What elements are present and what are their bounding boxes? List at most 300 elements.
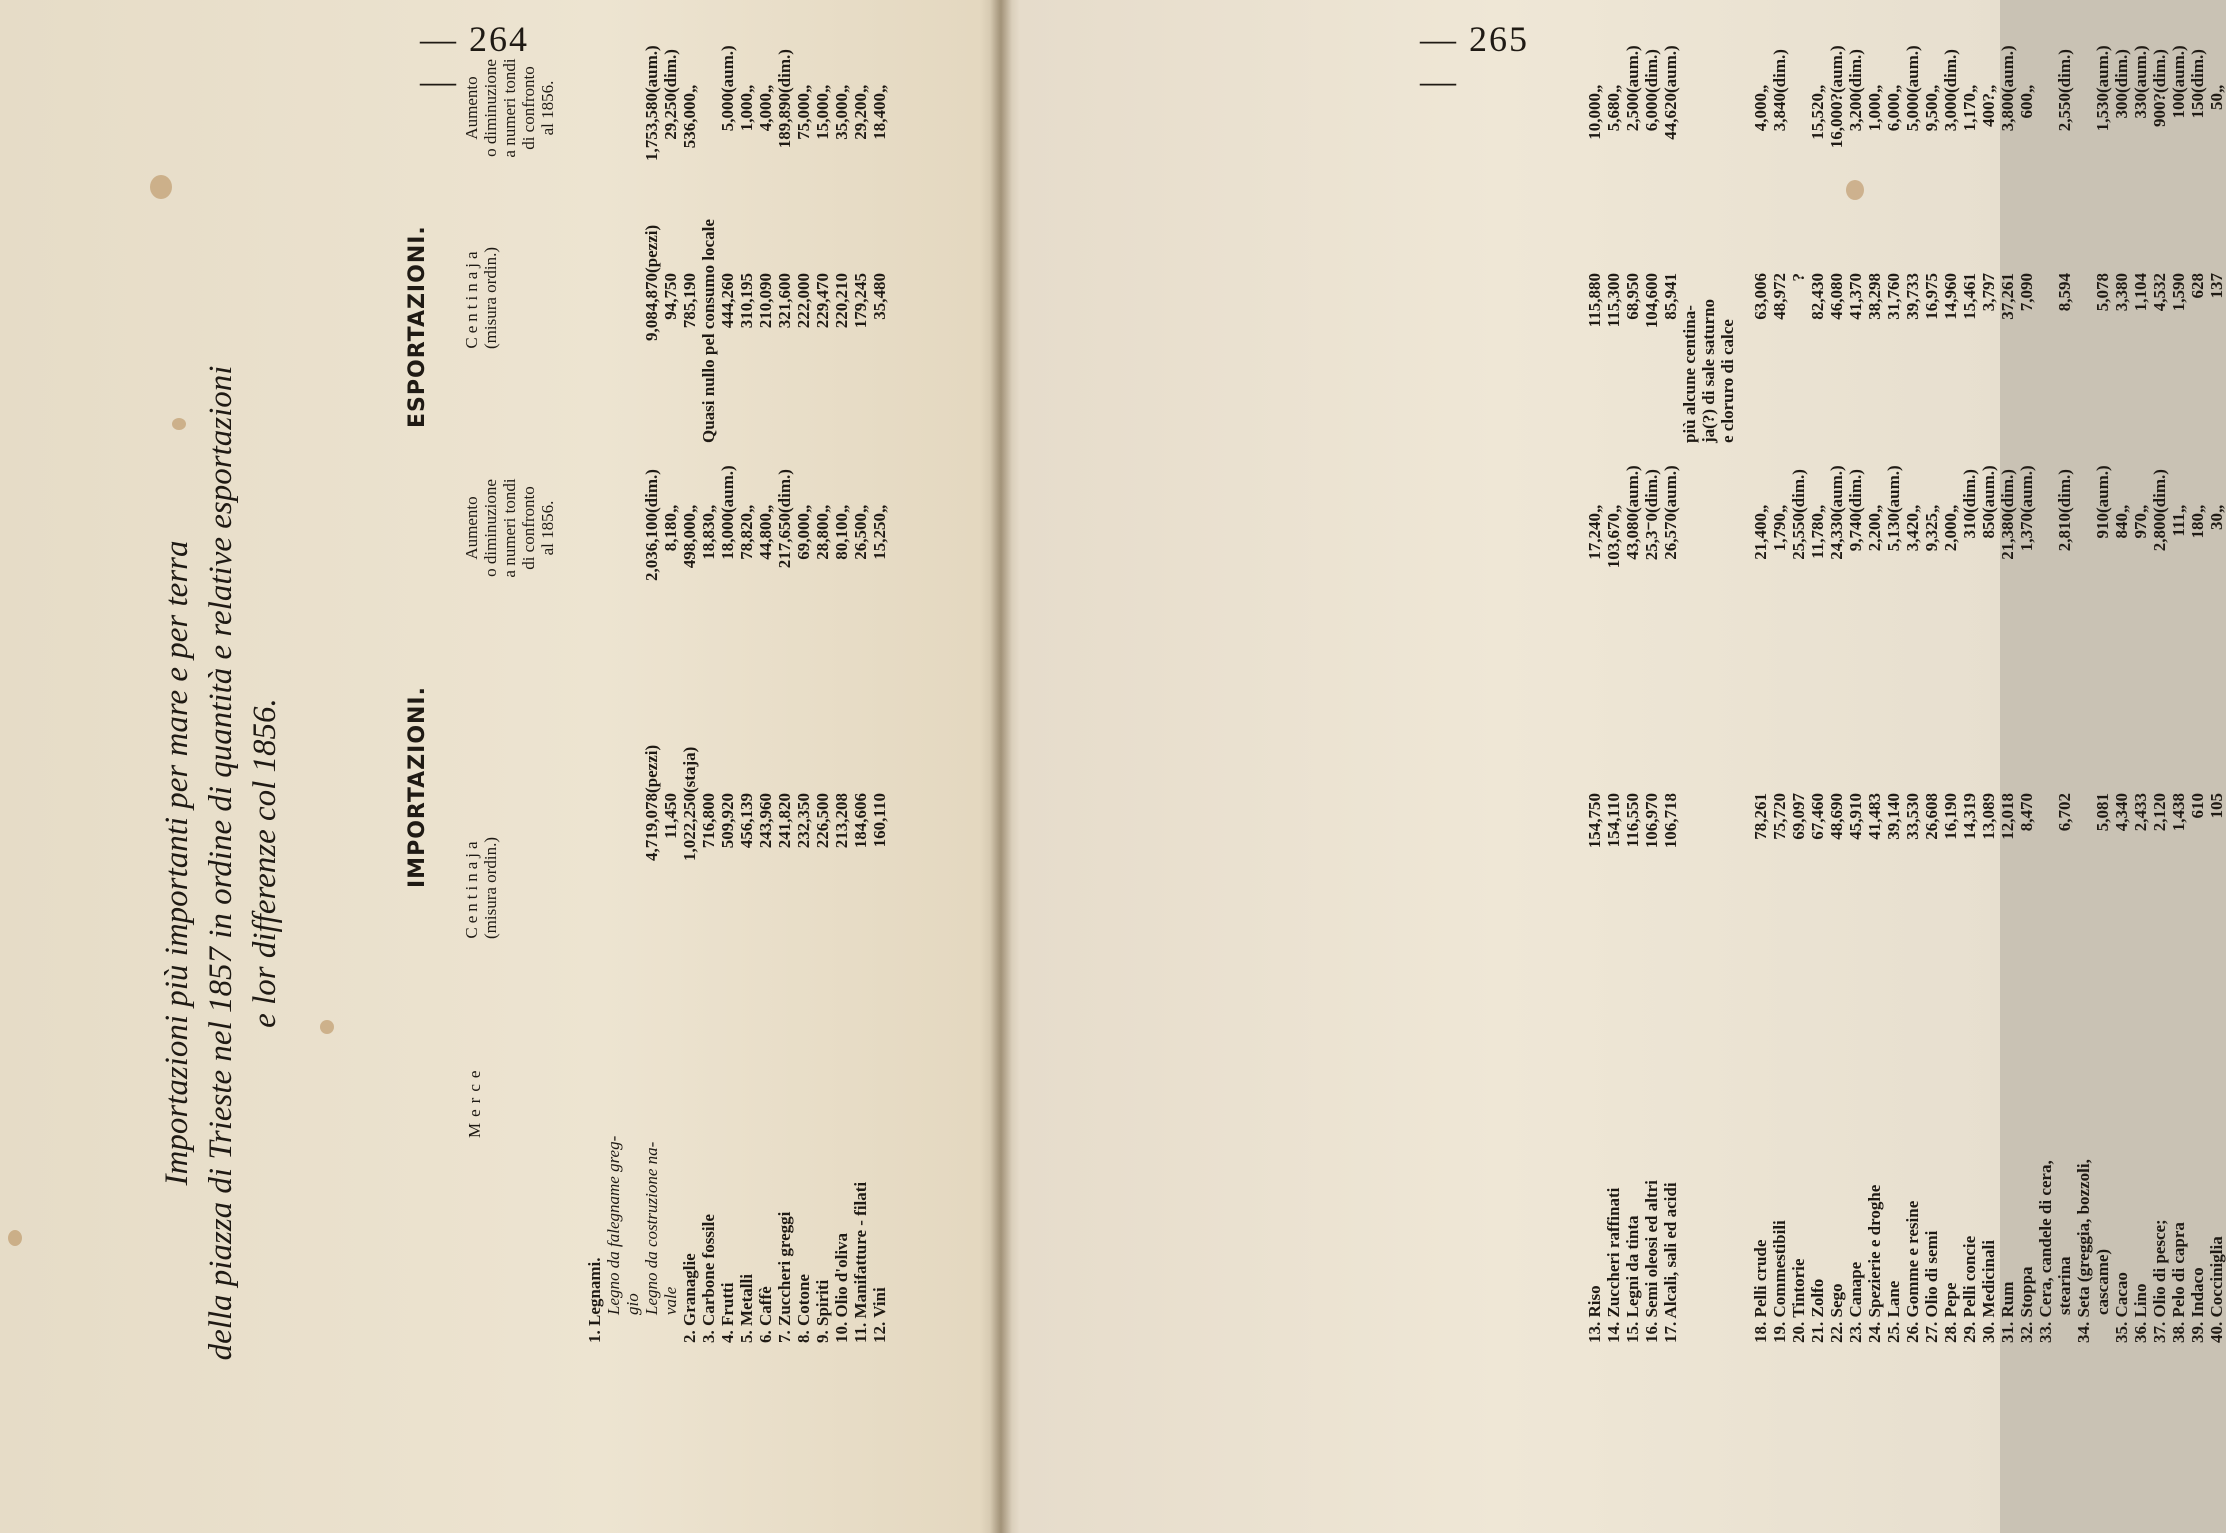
- export-difference: 330: [2131, 93, 2150, 119]
- export-difference: 50: [2207, 93, 2226, 110]
- import-quantity: 8,470: [2017, 793, 2036, 832]
- table-row: [585, 13, 604, 1343]
- commodity-name: cascame): [2093, 1248, 2112, 1315]
- import-quantity: [1699, 793, 1718, 973]
- export-difference-flag: [623, 13, 642, 93]
- export-unit: [1642, 193, 1661, 273]
- import-quantity: 154,110: [1604, 793, 1623, 848]
- import-difference: 15,250: [870, 513, 889, 560]
- export-unit: [1884, 193, 1903, 273]
- export-difference: 18,400: [870, 93, 889, 140]
- commodity-name: 26. Gomme e resine: [1903, 1200, 1922, 1343]
- commodity-name: 21. Zolfo: [1808, 1278, 1827, 1343]
- import-quantity: 69,097: [1789, 793, 1808, 840]
- export-difference: 150: [2188, 93, 2207, 119]
- import-quantity: 16,190: [1941, 793, 1960, 840]
- export-difference-flag: „: [1604, 84, 1623, 93]
- import-unit: [1979, 703, 1998, 793]
- commodity-name: [642, 973, 661, 1343]
- export-unit: [2055, 193, 2074, 273]
- export-difference: 1,000: [737, 93, 756, 132]
- commodity-name: 7. Zuccheri greggi: [775, 1211, 794, 1343]
- export-difference-flag: „: [1585, 84, 1604, 93]
- table-row: [1789, 13, 1808, 1343]
- export-difference: 2,500: [1623, 93, 1642, 132]
- export-unit: [1808, 193, 1827, 273]
- import-difference: 910: [2093, 513, 2112, 539]
- export-quantity: 1,104: [2131, 273, 2150, 312]
- export-difference: 15,520: [1808, 93, 1827, 140]
- export-unit: [1998, 193, 2017, 273]
- export-unit: [1623, 193, 1642, 273]
- import-difference: 78,820: [737, 513, 756, 560]
- import-quantity: 78,261: [1751, 793, 1770, 840]
- import-quantity: 106,970: [1642, 793, 1661, 849]
- export-quantity: 220,210: [832, 273, 851, 329]
- export-difference-flag: (dim.): [775, 49, 794, 93]
- import-difference-flag: (dim.): [1642, 469, 1661, 513]
- import-unit: [1604, 703, 1623, 793]
- column-header-export-aumento: [462, 13, 557, 203]
- export-quantity: 137: [2207, 273, 2226, 299]
- import-difference: 2,800: [2150, 513, 2169, 552]
- import-difference-flag: „: [1903, 504, 1922, 513]
- import-difference: 21,380: [1998, 513, 2017, 560]
- italic-subitem: Legno da costruzione na-: [642, 1141, 661, 1315]
- table-row: [2169, 13, 2188, 1343]
- import-difference-flag: „: [699, 504, 718, 513]
- export-unit: [680, 193, 699, 273]
- import-quantity: 4,719,078: [642, 793, 661, 861]
- export-difference: 1,530: [2093, 93, 2112, 132]
- import-unit: [1808, 703, 1827, 793]
- export-difference-flag: (dim.): [2188, 49, 2207, 93]
- import-difference-flag: „: [1770, 504, 1789, 513]
- import-difference: 840: [2112, 513, 2131, 539]
- import-quantity: 41,483: [1865, 793, 1884, 840]
- import-difference: [1699, 513, 1718, 703]
- import-difference: 2,000: [1941, 513, 1960, 552]
- import-difference-flag: [2036, 443, 2055, 513]
- table-row: [1642, 13, 1661, 1343]
- export-difference-flag: „: [1865, 84, 1884, 93]
- section-importazioni: IMPORTAZIONI.: [405, 686, 430, 888]
- export-quantity: [585, 273, 604, 443]
- import-unit: [1827, 703, 1846, 793]
- import-difference: 30: [2207, 513, 2226, 530]
- export-difference-flag: „: [1751, 84, 1770, 93]
- import-difference: 1,790: [1770, 513, 1789, 552]
- import-difference-flag: „: [2131, 504, 2150, 513]
- import-difference-flag: „: [680, 504, 699, 513]
- import-difference: [585, 513, 604, 703]
- table-row: [1623, 13, 1642, 1343]
- import-difference: 17,240: [1585, 513, 1604, 560]
- export-difference: 29,200: [851, 93, 870, 140]
- import-unit: [2036, 703, 2055, 793]
- header-line: al 1856.: [538, 500, 557, 556]
- export-unit: [2188, 193, 2207, 273]
- table-row: [2017, 13, 2036, 1343]
- commodity-name: 35. Cacao: [2112, 1272, 2131, 1343]
- import-difference: [2074, 513, 2093, 703]
- commodity-name: 1. Legnami.: [585, 1257, 604, 1343]
- import-difference-flag: „: [661, 504, 680, 513]
- export-quantity: 444,260: [718, 273, 737, 329]
- import-unit: [1623, 703, 1642, 793]
- import-difference-flag: (aum.): [1661, 465, 1680, 513]
- table-row: [2188, 13, 2207, 1343]
- import-unit: [756, 703, 775, 793]
- import-quantity: 5,081: [2093, 793, 2112, 832]
- import-quantity: [623, 793, 642, 973]
- column-header-merce: Merce: [465, 1064, 484, 1138]
- export-difference: 600: [2017, 93, 2036, 119]
- import-quantity: 226,500: [813, 793, 832, 849]
- export-difference-flag: (dim.): [2055, 49, 2074, 93]
- column-header-export-centinaja: [462, 198, 500, 398]
- export-unit: [832, 193, 851, 273]
- import-unit: [718, 703, 737, 793]
- import-unit: [2207, 703, 2226, 793]
- export-difference-flag: [2036, 13, 2055, 93]
- table-row: [1960, 13, 1979, 1343]
- export-quantity: 46,080: [1827, 273, 1846, 320]
- commodity-name: 29. Pelli concie: [1960, 1235, 1979, 1343]
- import-difference-flag: „: [1808, 504, 1827, 513]
- export-note: e cloruro di calce: [1718, 319, 1737, 443]
- commodity-name: 10. Olio d'oliva: [832, 1232, 851, 1343]
- export-quantity: 9,084,870: [642, 273, 661, 341]
- export-difference-flag: (aum.): [1903, 45, 1922, 93]
- table-row: [1846, 13, 1865, 1343]
- import-unit: [1642, 703, 1661, 793]
- import-difference-flag: (aum.): [718, 465, 737, 513]
- import-difference-flag: „: [870, 504, 889, 513]
- import-difference: 5,130: [1884, 513, 1903, 552]
- import-difference-flag: (dim.): [1960, 469, 1979, 513]
- export-quantity: [2036, 273, 2055, 443]
- import-unit: [699, 703, 718, 793]
- export-quantity: 14,960: [1941, 273, 1960, 320]
- export-unit: [1789, 193, 1808, 273]
- import-difference: 3,420: [1903, 513, 1922, 552]
- commodity-name: [623, 973, 642, 1343]
- export-difference: 6,000: [1884, 93, 1903, 132]
- italic-subitem: gio: [623, 1293, 642, 1315]
- page-number: — 264 —: [420, 19, 529, 101]
- export-difference-flag: „: [737, 84, 756, 93]
- import-quantity: [1718, 793, 1737, 973]
- export-difference-flag: (aum.): [642, 45, 661, 93]
- header-line: a numeri tondi: [500, 478, 519, 578]
- import-unit: [585, 703, 604, 793]
- import-unit: [794, 703, 813, 793]
- export-unit: [1585, 193, 1604, 273]
- import-difference-flag: „: [1585, 504, 1604, 513]
- import-difference-flag: „: [1604, 504, 1623, 513]
- export-difference-flag: „: [1808, 84, 1827, 93]
- import-difference: 21,400: [1751, 513, 1770, 560]
- import-difference-flag: „: [832, 504, 851, 513]
- commodity-name: [1699, 973, 1718, 1343]
- table-row: [2150, 13, 2169, 1343]
- import-difference-flag: „: [2169, 504, 2188, 513]
- export-unit: [661, 193, 680, 273]
- export-quantity: [604, 273, 623, 443]
- export-quantity: 310,195: [737, 273, 756, 329]
- export-difference-flag: (dim.): [1846, 49, 1865, 93]
- table-row: [775, 13, 794, 1343]
- export-difference-flag: [604, 13, 623, 93]
- export-unit: [623, 193, 642, 273]
- export-unit: [1827, 193, 1846, 273]
- import-quantity: 39,140: [1884, 793, 1903, 840]
- export-difference: 1,170: [1960, 93, 1979, 132]
- table-row: [1808, 13, 1827, 1343]
- import-difference-flag: „: [813, 504, 832, 513]
- export-note: Quasi nullo pel consumo locale: [699, 219, 718, 443]
- commodity-name: 30. Medicinali: [1979, 1240, 1998, 1343]
- import-difference: 180: [2188, 513, 2207, 539]
- commodity-name: 33. Cera, candele di cera,: [2036, 1160, 2055, 1343]
- import-quantity: 2,433: [2131, 793, 2150, 832]
- import-difference-flag: (dim.): [775, 469, 794, 513]
- import-quantity: 45,910: [1846, 793, 1865, 840]
- export-difference: 6,000: [1642, 93, 1661, 132]
- commodity-name: [661, 973, 680, 1343]
- import-difference-flag: [623, 443, 642, 513]
- export-difference-flag: (aum.): [1623, 45, 1642, 93]
- commodity-name: 4. Frutti: [718, 1282, 737, 1343]
- import-difference: 2,036,100: [642, 513, 661, 581]
- import-difference-flag: [604, 443, 623, 513]
- import-difference-flag: (dim.): [1789, 469, 1808, 513]
- export-quantity: 179,245: [851, 273, 870, 329]
- header-line: Aumento: [462, 496, 481, 560]
- column-header-import-aumento: [462, 428, 557, 628]
- import-unit: [2188, 703, 2207, 793]
- export-unit: [813, 193, 832, 273]
- import-difference: 8,180: [661, 513, 680, 552]
- import-quantity: 13,089: [1979, 793, 1998, 840]
- export-unit: [2150, 193, 2169, 273]
- table-row: [680, 13, 699, 1343]
- export-unit: [2112, 193, 2131, 273]
- export-difference-flag: (dim.): [1642, 49, 1661, 93]
- import-difference: [1680, 513, 1699, 703]
- export-unit: [1846, 193, 1865, 273]
- import-difference: 11,780: [1808, 513, 1827, 559]
- import-difference-flag: [2074, 443, 2093, 513]
- import-quantity: 1,438: [2169, 793, 2188, 832]
- import-unit: [832, 703, 851, 793]
- commodity-name: 13. Riso: [1585, 1285, 1604, 1343]
- header-misura: (misura ordin.): [481, 247, 500, 349]
- import-difference: 1,370: [2017, 513, 2036, 552]
- import-unit: [2017, 703, 2036, 793]
- export-quantity: ?: [1789, 273, 1808, 282]
- table-row: [623, 13, 642, 1343]
- import-unit: [2074, 703, 2093, 793]
- import-difference-flag: (aum.): [1827, 465, 1846, 513]
- import-quantity: [2036, 793, 2055, 973]
- export-unit: [604, 193, 623, 273]
- import-unit: [604, 703, 623, 793]
- export-difference-flag: [585, 13, 604, 93]
- import-difference: 28,800: [813, 513, 832, 560]
- export-quantity: 104,600: [1642, 273, 1661, 329]
- commodity-name: 28. Pepe: [1941, 1282, 1960, 1343]
- italic-subitem: Legno da falegname greg-: [604, 1135, 623, 1315]
- import-unit: [2093, 703, 2112, 793]
- import-unit: [2131, 703, 2150, 793]
- export-difference: 100: [2169, 93, 2188, 119]
- import-unit: [851, 703, 870, 793]
- export-unit: [1751, 193, 1770, 273]
- commodity-name: 32. Stoppa: [2017, 1266, 2036, 1343]
- commodity-name: 24. Spezierie e droghe: [1865, 1184, 1884, 1343]
- import-difference-flag: (dim.): [1846, 469, 1865, 513]
- table-row: [2074, 13, 2093, 1343]
- import-difference: 2,200: [1865, 513, 1884, 552]
- export-difference: 16,000?: [1827, 93, 1846, 149]
- table-row: [1718, 13, 1737, 1343]
- import-difference-flag: „: [1865, 504, 1884, 513]
- import-unit: [1789, 703, 1808, 793]
- export-difference-flag: (dim.): [661, 49, 680, 93]
- import-unit: [2055, 703, 2074, 793]
- commodity-name: [1680, 973, 1699, 1343]
- export-quantity: 68,950: [1623, 273, 1642, 320]
- row-gap: [1737, 13, 1751, 1343]
- export-difference-flag: (aum.): [1998, 45, 2017, 93]
- table-row: [1770, 13, 1789, 1343]
- import-difference: 26,570: [1661, 513, 1680, 560]
- import-quantity: 160,110: [870, 793, 889, 848]
- import-difference-flag: [1680, 443, 1699, 513]
- import-unit: [870, 703, 889, 793]
- import-difference: 25,3⁻0: [1642, 513, 1661, 561]
- table-row: [2112, 13, 2131, 1343]
- table-row: [1979, 13, 1998, 1343]
- table-row: [1903, 13, 1922, 1343]
- import-unit: (pezzi): [642, 744, 661, 793]
- import-difference-flag: (dim.): [1998, 469, 2017, 513]
- import-unit: [2169, 703, 2188, 793]
- import-quantity: 75,720: [1770, 793, 1789, 840]
- export-unit: [2093, 193, 2112, 273]
- import-difference: 217,650: [775, 513, 794, 569]
- commodity-name: 40. Cocciniglia: [2207, 1236, 2226, 1343]
- table-row: [642, 13, 661, 1343]
- commodity-name: [1718, 973, 1737, 1343]
- export-quantity: 82,430: [1808, 273, 1827, 320]
- export-difference-flag: (aum.): [2169, 45, 2188, 93]
- import-difference: 26,500: [851, 513, 870, 560]
- table-row: [851, 13, 870, 1343]
- import-difference-flag: (dim.): [2055, 469, 2074, 513]
- import-difference-flag: (aum.): [1979, 465, 1998, 513]
- import-unit: [1718, 703, 1737, 793]
- commodity-name: 20. Tintorie: [1789, 1258, 1808, 1343]
- export-difference: 1,000: [1865, 93, 1884, 132]
- export-difference: [1789, 93, 1808, 193]
- import-quantity: 14,319: [1960, 793, 1979, 840]
- export-difference: [2036, 93, 2055, 193]
- export-unit: [1661, 193, 1680, 273]
- table-row: [1865, 13, 1884, 1343]
- export-difference-flag: (dim.): [2150, 49, 2169, 93]
- import-quantity: [604, 793, 623, 973]
- import-unit: [1865, 703, 1884, 793]
- export-difference: 4,000: [1751, 93, 1770, 132]
- export-unit: [851, 193, 870, 273]
- export-difference: 1,753,580: [642, 93, 661, 161]
- table-row: [2055, 13, 2074, 1343]
- import-quantity: 241,820: [775, 793, 794, 849]
- export-quantity: 31,760: [1884, 273, 1903, 320]
- export-difference-flag: „: [813, 84, 832, 93]
- table-row: [1998, 13, 2017, 1343]
- export-quantity: 115,880: [1585, 273, 1604, 328]
- export-difference-flag: (aum.): [2093, 45, 2112, 93]
- import-unit: [775, 703, 794, 793]
- table-row: [756, 13, 775, 1343]
- export-difference: 4,000: [756, 93, 775, 132]
- export-difference-flag: „: [870, 84, 889, 93]
- commodity-name: 31. Rum: [1998, 1281, 2017, 1343]
- export-unit: [1865, 193, 1884, 273]
- export-unit: [2131, 193, 2150, 273]
- export-quantity: 35,480: [870, 273, 889, 320]
- header-line: al 1856.: [538, 80, 557, 136]
- export-quantity: 48,972: [1770, 273, 1789, 320]
- export-unit: [756, 193, 775, 273]
- import-difference-flag: „: [737, 504, 756, 513]
- table-row: [1680, 13, 1699, 1343]
- import-quantity: 105: [2207, 793, 2226, 819]
- import-difference-flag: (aum.): [2017, 465, 2036, 513]
- export-difference: 189,890: [775, 93, 794, 149]
- import-difference: 25,550: [1789, 513, 1808, 560]
- export-note: più alcune centina-: [1680, 305, 1699, 443]
- import-difference: 80,100: [832, 513, 851, 560]
- import-quantity: 1,022,250: [680, 793, 699, 861]
- import-quantity: 213,208: [832, 793, 851, 849]
- import-difference-flag: „: [1941, 504, 1960, 513]
- import-quantity: 716,800: [699, 793, 718, 849]
- import-difference: [2036, 513, 2055, 703]
- commodity-name: 15. Legni da tinta: [1623, 1215, 1642, 1343]
- table-row: [813, 13, 832, 1343]
- export-difference-flag: (dim.): [2112, 49, 2131, 93]
- export-difference: 9,500: [1922, 93, 1941, 132]
- commodity-name: 16. Semi oleosi ed altri: [1642, 1180, 1661, 1343]
- export-difference: [585, 93, 604, 193]
- header-line: a numeri tondi: [500, 58, 519, 158]
- import-quantity: [585, 793, 604, 973]
- export-quantity: 3,797: [1979, 273, 1998, 312]
- import-quantity: 67,460: [1808, 793, 1827, 840]
- import-difference: 18,830: [699, 513, 718, 560]
- title-line: e lor differenze col 1856.: [247, 698, 283, 1028]
- import-unit: [737, 703, 756, 793]
- import-difference-flag: [1699, 443, 1718, 513]
- import-difference-flag: „: [1922, 504, 1941, 513]
- export-difference: 44,620: [1661, 93, 1680, 140]
- import-difference-flag: (aum.): [1623, 465, 1642, 513]
